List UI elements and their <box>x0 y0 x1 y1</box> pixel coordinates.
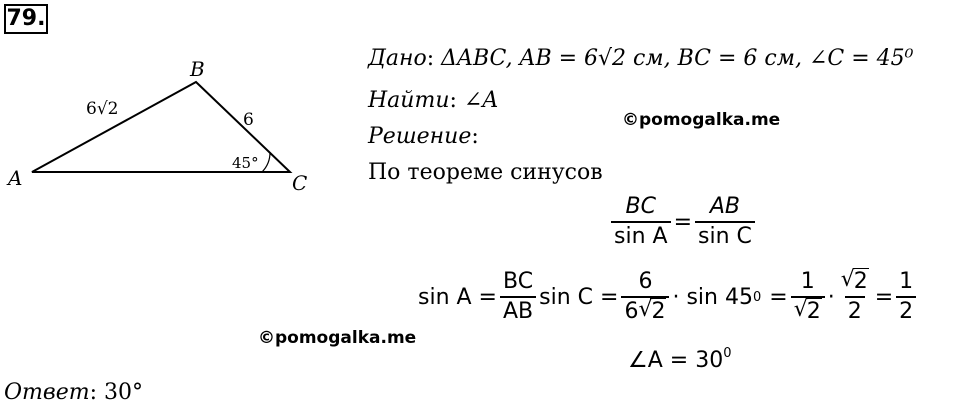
fraction-bc-over-sina <box>611 193 671 251</box>
side-bc-label: 6 <box>243 110 254 130</box>
solution-label: Решение <box>368 124 472 149</box>
degree-sup: 0 <box>723 346 732 361</box>
law-of-sines-formula <box>608 193 758 251</box>
fraction-root2-over-2 <box>838 268 872 326</box>
result-text: ∠A = 30 <box>628 348 724 373</box>
angle-c-label: 45° <box>232 154 259 172</box>
vertex-a-label: A <box>8 166 23 190</box>
denominator: 2 <box>896 296 916 326</box>
sqrt-symbol <box>794 298 822 326</box>
find-colon: : <box>449 88 457 113</box>
answer-value: 30° <box>97 380 144 405</box>
solution-line <box>368 124 479 149</box>
denominator <box>791 296 825 326</box>
answer-label: Ответ <box>4 380 90 405</box>
numerator <box>838 268 872 296</box>
radicand: 2 <box>806 299 821 324</box>
find-label: Найти <box>368 88 450 113</box>
denominator: 2 <box>845 296 865 326</box>
multiply-dot: · <box>827 284 835 310</box>
fraction-ab-over-sinc <box>695 193 755 251</box>
degree-sup: 0 <box>752 289 762 305</box>
numerator: AB <box>709 194 741 219</box>
denominator: sin C <box>695 221 755 251</box>
sin-45: · sin 45 <box>672 284 753 310</box>
sqrt-symbol <box>638 298 666 326</box>
triangle-figure <box>0 50 320 200</box>
numerator: 1 <box>800 269 815 294</box>
watermark: ©pomogalka.me <box>258 328 417 348</box>
answer-colon: : <box>89 380 98 405</box>
given-colon: : <box>426 46 435 71</box>
fraction-6-over-6root2 <box>621 268 669 326</box>
problem-number: 79. <box>4 4 48 34</box>
fraction-1-over-2 <box>896 268 916 326</box>
radicand: 2 <box>853 269 868 294</box>
watermark: ©pomogalka.me <box>622 110 781 130</box>
sqrt-symbol <box>841 268 869 296</box>
find-line <box>368 88 498 113</box>
given-label: Дано <box>368 46 427 71</box>
denominator: AB <box>500 296 536 326</box>
find-text: ∠A <box>456 88 499 113</box>
radicand: 2 <box>651 299 666 324</box>
coefficient: 6 <box>624 299 639 324</box>
answer-line <box>4 380 143 405</box>
denominator <box>621 296 669 326</box>
equals-sign: = <box>874 284 894 310</box>
vertex-b-label: B <box>190 57 205 81</box>
denominator: sin A <box>611 221 671 251</box>
sin-a-computation <box>418 268 919 326</box>
solution-colon: : <box>471 124 479 149</box>
numerator: 1 <box>899 269 914 294</box>
given-text: ΔABC, AB = 6√2 см, BC = 6 см, ∠C = 45⁰ <box>434 46 914 71</box>
sin-c-equals: sin C = <box>539 284 619 310</box>
numerator: 6 <box>638 269 653 294</box>
vertex-c-label: C <box>292 171 308 195</box>
given-line <box>368 46 913 71</box>
equals-sign: = <box>673 209 692 235</box>
theorem-text: По теореме синусов <box>368 160 603 185</box>
fraction-bc-over-ab <box>500 268 536 326</box>
result-line <box>628 346 731 373</box>
numerator: BC <box>625 194 657 219</box>
fraction-1-over-root2 <box>791 268 825 326</box>
angle-c-arc <box>262 152 270 172</box>
numerator: BC <box>503 269 534 294</box>
side-ab-label: 6√2 <box>86 99 119 119</box>
equals-sign: = <box>769 284 788 310</box>
lhs-sin-a: sin A = <box>418 284 497 310</box>
